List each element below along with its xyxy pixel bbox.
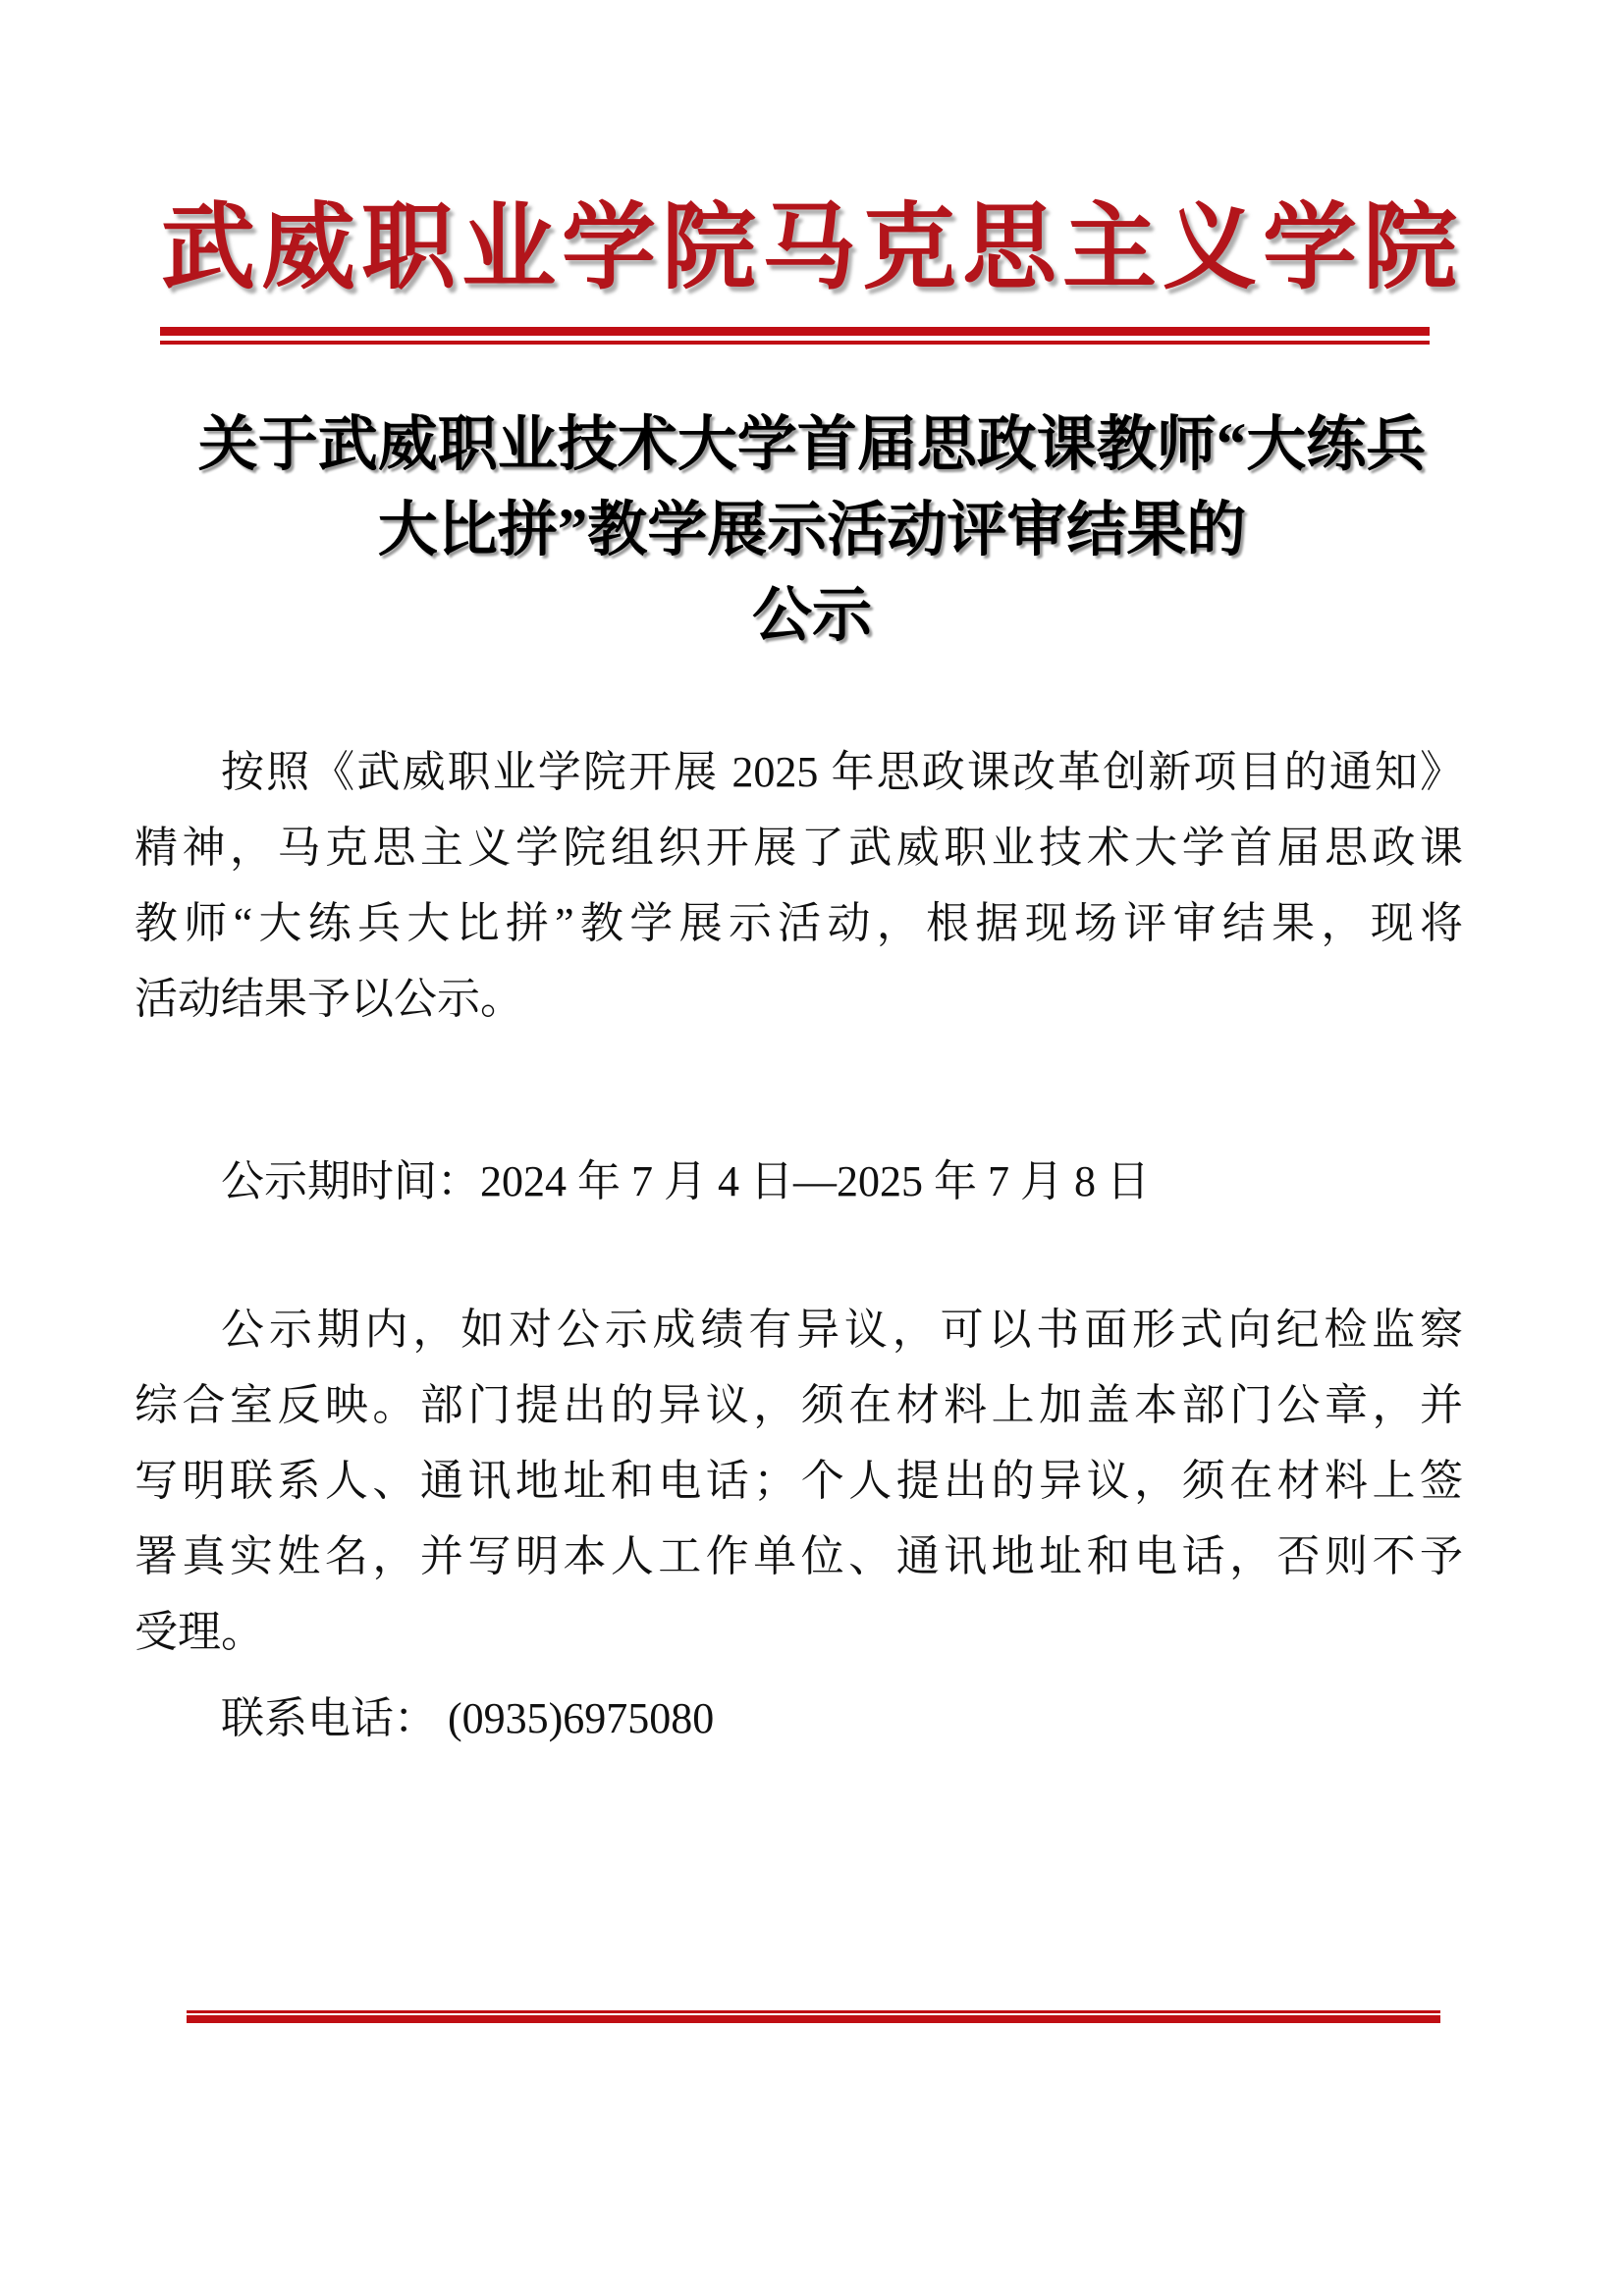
paragraph-line: 公示期时间：2024 年 7 月 4 日—2025 年 7 月 8 日	[221, 1157, 1150, 1205]
paragraph-line: 精神，马克思主义学院组织开展了武威职业技术大学首届思政课	[135, 824, 1463, 872]
paragraph-line: 公示期内，如对公示成绩有异议，可以书面形式向纪检监察	[221, 1306, 1463, 1354]
footer-double-rule	[187, 2010, 1440, 2023]
document-title-line-3: 公示	[751, 583, 872, 649]
document-title-line-2: 大比拼”教学展示活动评审结果的	[377, 498, 1247, 563]
paragraph-line: 活动结果予以公示。	[135, 975, 523, 1023]
paragraph-line: 写明联系人、通讯地址和电话；个人提出的异议，须在材料上签	[135, 1457, 1463, 1505]
footer-rule-thick	[187, 2015, 1440, 2023]
footer-rule-thin	[187, 2010, 1440, 2013]
paragraph-line: 受理。	[135, 1608, 264, 1656]
paragraph-line: 联系电话： (0935)6975080	[221, 1694, 715, 1742]
paragraph-intro	[135, 734, 1463, 1037]
paragraph-line: 教师“大练兵大比拼”教学展示活动，根据现场评审结果，现将	[135, 899, 1463, 947]
masthead-rule-thin	[160, 341, 1430, 345]
paragraph-line: 按照《武威职业学院开展 2025 年思政课改革创新项目的通知》	[221, 748, 1463, 796]
org-masthead-title: 武威职业学院马克思主义学院	[161, 195, 1463, 300]
paragraph-publicity-period	[135, 1144, 1463, 1219]
paragraph-line: 署真实姓名，并写明本人工作单位、通讯地址和电话，否则不予	[135, 1532, 1463, 1580]
masthead-rule-thick	[160, 327, 1430, 336]
document-title	[81, 402, 1543, 659]
paragraph-objection-procedure	[135, 1292, 1463, 1670]
paragraph-contact-phone	[135, 1681, 1463, 1756]
paragraph-line: 综合室反映。部门提出的异议，须在材料上加盖本部门公章，并	[135, 1381, 1463, 1429]
document-title-line-1: 关于武威职业技术大学首届思政课教师“大练兵	[197, 412, 1427, 478]
masthead-double-rule	[160, 327, 1430, 345]
